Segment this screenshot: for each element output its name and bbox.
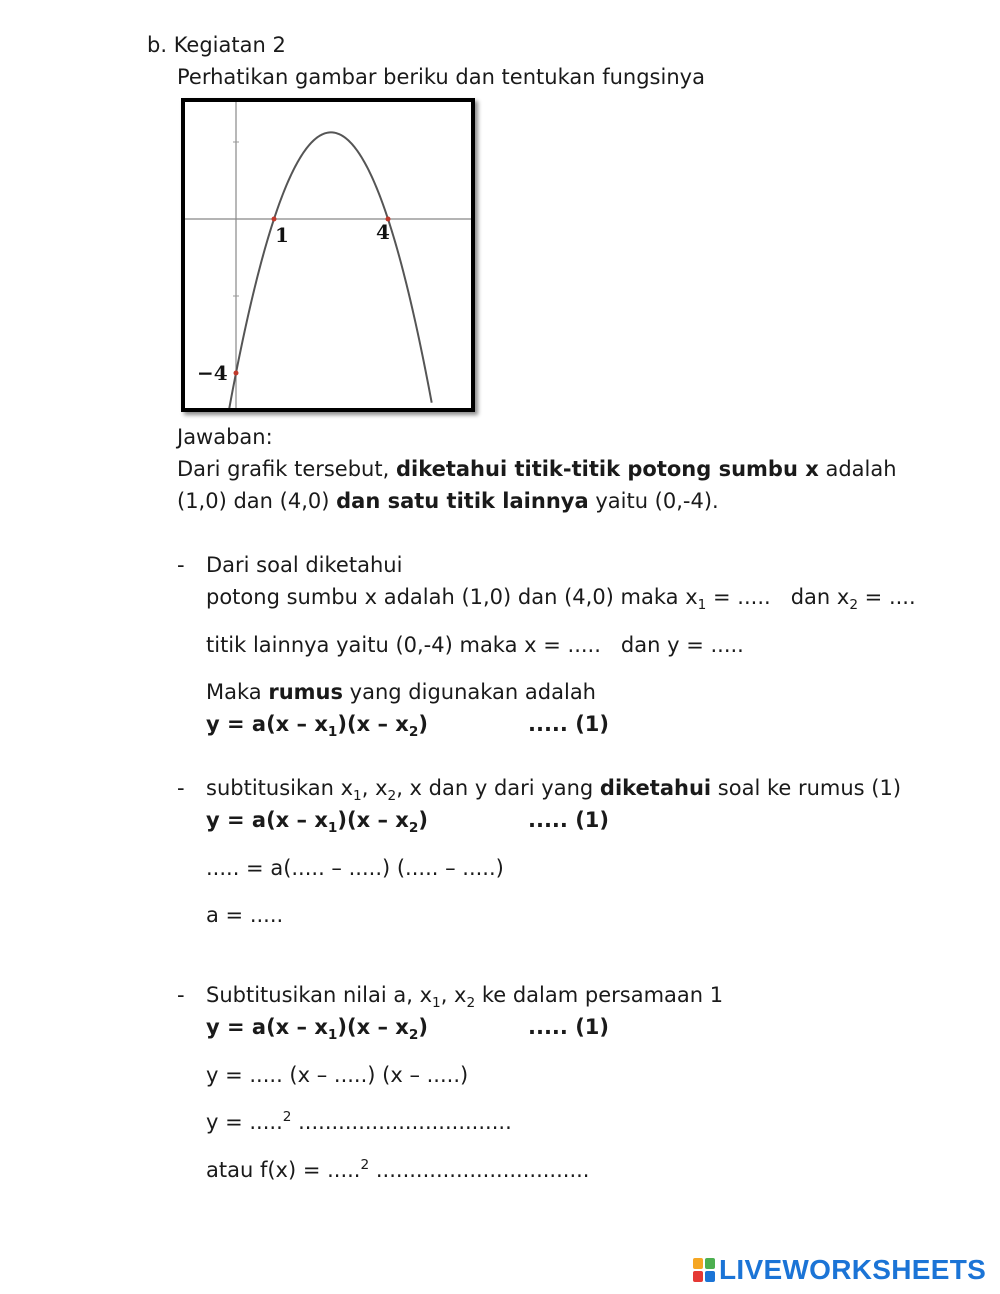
step1-line-3: titik lainnya yaitu (0,-4) maka x = ..... dan y = ..... [206, 633, 744, 657]
parabola-graph [181, 98, 475, 412]
subscript: 1 [432, 995, 441, 1012]
step-text: ................................ [291, 1110, 512, 1134]
subscript: 2 [408, 1027, 419, 1044]
formula-ref-2: ..... (1) [528, 808, 610, 832]
bullet-dash: - [177, 983, 185, 1007]
step-text: = .... [858, 585, 916, 609]
answer-heading: Jawaban: [177, 425, 273, 449]
subscript: 2 [466, 995, 476, 1012]
subscript: 1 [353, 788, 362, 805]
step-text: = ..... dan x [706, 585, 850, 609]
step-text: , x [440, 983, 467, 1007]
logo-icon [693, 1258, 715, 1282]
logo-square [705, 1271, 715, 1282]
answer-line-1 [177, 457, 897, 481]
step-text: , x dan y dari yang [396, 776, 594, 800]
x-label-4: 4 [376, 220, 390, 244]
root-point-1 [272, 217, 277, 222]
step-text: yang digunakan adalah [349, 680, 596, 704]
bullet-dash: - [177, 776, 185, 800]
superscript: 2 [360, 1157, 370, 1173]
instruction-text: Perhatikan gambar beriku dan tentukan fungsinya [177, 65, 705, 89]
formula-text: )(x – x [337, 712, 409, 736]
answer-bold: diketahui titik-titik potong sumbu x [395, 457, 819, 481]
answer-text: yaitu (0,-4). [595, 489, 719, 513]
step-bold: diketahui [599, 776, 712, 800]
section-label [147, 33, 286, 57]
logo-square [693, 1258, 703, 1269]
step-text: Subtitusikan nilai a, x [206, 983, 433, 1007]
answer-bold: dan satu titik lainnya [336, 489, 589, 513]
answer-text: adalah [825, 457, 897, 481]
step3-line-4 [206, 1158, 589, 1182]
graph-canvas [185, 102, 471, 408]
step2-line-3: a = ..... [206, 903, 284, 927]
step-text: Maka [206, 680, 262, 704]
step2-line-1 [206, 776, 902, 805]
formula-2 [206, 808, 428, 837]
subscript: 2 [849, 597, 858, 614]
section-title: Kegiatan 2 [173, 33, 286, 57]
parabola-curve [228, 132, 431, 408]
step-text: subtitusikan x [206, 776, 354, 800]
subscript: 1 [697, 597, 707, 614]
step1-line-4 [206, 680, 596, 704]
logo-text: LIVEWORKSHEETS [719, 1254, 987, 1285]
formula-1 [206, 712, 428, 741]
step1-line-1: Dari soal diketahui [206, 553, 403, 577]
step3-line-2: y = ..... (x – .....) (x – .....) [206, 1063, 469, 1087]
step-text: soal ke rumus (1) [717, 776, 902, 800]
liveworksheets-logo[interactable] [693, 1256, 986, 1284]
answer-text: (1,0) dan (4,0) [177, 489, 330, 513]
step-text: potong sumbu x adalah (1,0) dan (4,0) maka x [206, 585, 698, 609]
formula-text: ) [418, 808, 428, 832]
formula-text: ) [418, 712, 428, 736]
step-text: , x [361, 776, 388, 800]
formula-text: )(x – x [337, 1015, 409, 1039]
logo-square [693, 1271, 703, 1282]
formula-text: ) [418, 1015, 428, 1039]
x-label-1: 1 [275, 223, 289, 247]
formula-3 [206, 1015, 428, 1044]
section-prefix: b. [147, 33, 168, 57]
bullet-dash: - [177, 553, 185, 577]
formula-ref-3: ..... (1) [528, 1015, 610, 1039]
step-text: ................................ [369, 1158, 590, 1182]
step1-line-2 [206, 585, 916, 614]
formula-text: )(x – x [337, 808, 409, 832]
subscript: 1 [327, 724, 338, 741]
subscript: 2 [408, 820, 419, 837]
step3-line-3 [206, 1110, 512, 1134]
step2-line-2: ..... = a(..... – .....) (..... – .....) [206, 856, 504, 880]
step-text: y = ..... [206, 1110, 283, 1134]
answer-text: Dari grafik tersebut, [177, 457, 390, 481]
formula-text: y = a(x – x [206, 808, 328, 832]
formula-text: y = a(x – x [206, 1015, 328, 1039]
superscript: 2 [282, 1109, 292, 1125]
answer-line-2 [177, 489, 719, 513]
step-text: ke dalam persamaan 1 [475, 983, 724, 1007]
step3-line-1 [206, 983, 724, 1012]
subscript: 2 [408, 724, 419, 741]
subscript: 1 [327, 820, 338, 837]
y-label-minus-4: −4 [197, 361, 228, 385]
step-bold: rumus [268, 680, 343, 704]
subscript: 1 [327, 1027, 338, 1044]
formula-text: y = a(x – x [206, 712, 328, 736]
formula-ref-1: ..... (1) [528, 712, 610, 736]
subscript: 2 [387, 788, 397, 805]
step-text: atau f(x) = ..... [206, 1158, 361, 1182]
y-intercept-point [234, 371, 239, 376]
logo-square [705, 1258, 715, 1269]
